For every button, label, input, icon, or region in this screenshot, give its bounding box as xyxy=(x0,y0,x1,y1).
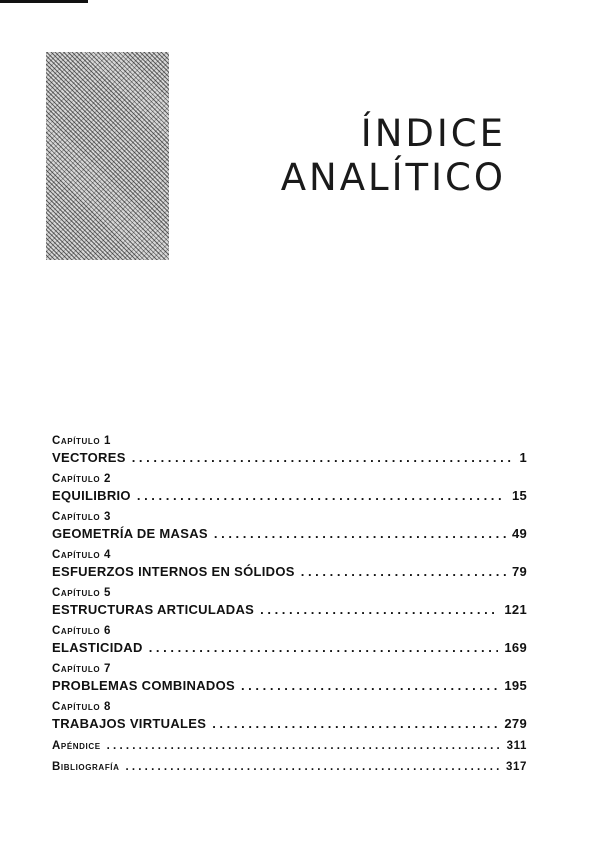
chapter-title: ESTRUCTURAS ARTICULADAS xyxy=(52,602,255,617)
chapter-title: VECTORES xyxy=(52,450,126,465)
chapter-label: Capítulo 5 xyxy=(52,587,112,599)
toc-row[interactable] xyxy=(52,738,527,755)
dot-leader xyxy=(132,449,514,466)
dot-leader xyxy=(212,715,498,732)
dot-leader xyxy=(214,525,506,542)
page-title xyxy=(281,112,506,200)
toc-chapter-7 xyxy=(52,662,527,694)
toc-chapter-8 xyxy=(52,700,527,732)
decorative-hatch-panel xyxy=(46,52,169,260)
bibliography-title: Bibliografía xyxy=(52,761,120,773)
chapter-label: Capítulo 3 xyxy=(52,511,112,523)
chapter-label: Capítulo 4 xyxy=(52,549,112,561)
page-number: 15 xyxy=(511,488,527,503)
toc-chapter-3 xyxy=(52,510,527,542)
dot-leader xyxy=(301,563,506,580)
chapter-label: Capítulo 6 xyxy=(52,625,112,637)
page-number: 49 xyxy=(511,526,527,541)
toc-row[interactable] xyxy=(52,715,527,732)
chapter-label: Capítulo 2 xyxy=(52,473,112,485)
page-title-line2: ANALÍTICO xyxy=(280,156,506,199)
page-title-line1: ÍNDICE xyxy=(360,112,506,155)
dot-leader xyxy=(107,738,501,755)
toc-row[interactable] xyxy=(52,525,527,542)
chapter-title: ELASTICIDAD xyxy=(52,640,143,655)
page-number: 169 xyxy=(504,640,527,655)
dot-leader xyxy=(137,487,506,504)
toc-chapter-1 xyxy=(52,434,527,466)
toc-row[interactable] xyxy=(52,449,527,466)
page-number: 79 xyxy=(511,564,527,579)
dot-leader xyxy=(149,639,499,656)
page-number: 317 xyxy=(506,761,527,773)
toc-appendix xyxy=(52,738,527,755)
chapter-label: Capítulo 7 xyxy=(52,663,112,675)
toc-row[interactable] xyxy=(52,639,527,656)
toc-row[interactable] xyxy=(52,759,527,776)
chapter-title: TRABAJOS VIRTUALES xyxy=(52,716,207,731)
dot-leader xyxy=(241,677,498,694)
toc-chapter-4 xyxy=(52,548,527,580)
toc-row[interactable] xyxy=(52,677,527,694)
page-number: 279 xyxy=(504,716,527,731)
chapter-title: EQUILIBRIO xyxy=(52,488,131,503)
chapter-title: ESFUERZOS INTERNOS EN SÓLIDOS xyxy=(52,564,295,579)
top-rule xyxy=(0,0,88,3)
toc-row[interactable] xyxy=(52,563,527,580)
toc-chapter-2 xyxy=(52,472,527,504)
toc-bibliography xyxy=(52,759,527,776)
page-number: 311 xyxy=(506,740,527,752)
toc-chapter-6 xyxy=(52,624,527,656)
dot-leader xyxy=(260,601,498,618)
toc-chapter-5 xyxy=(52,586,527,618)
chapter-label: Capítulo 1 xyxy=(52,435,112,447)
chapter-title: PROBLEMAS COMBINADOS xyxy=(52,678,235,693)
page-number: 1 xyxy=(519,450,527,465)
dot-leader xyxy=(126,759,500,776)
toc-row[interactable] xyxy=(52,601,527,618)
chapter-label: Capítulo 8 xyxy=(52,701,112,713)
toc-row[interactable] xyxy=(52,487,527,504)
table-of-contents xyxy=(52,434,527,780)
page-number: 195 xyxy=(504,678,527,693)
appendix-title: Apéndice xyxy=(52,740,101,752)
chapter-title: GEOMETRÍA DE MASAS xyxy=(52,526,208,541)
page-number: 121 xyxy=(504,602,527,617)
